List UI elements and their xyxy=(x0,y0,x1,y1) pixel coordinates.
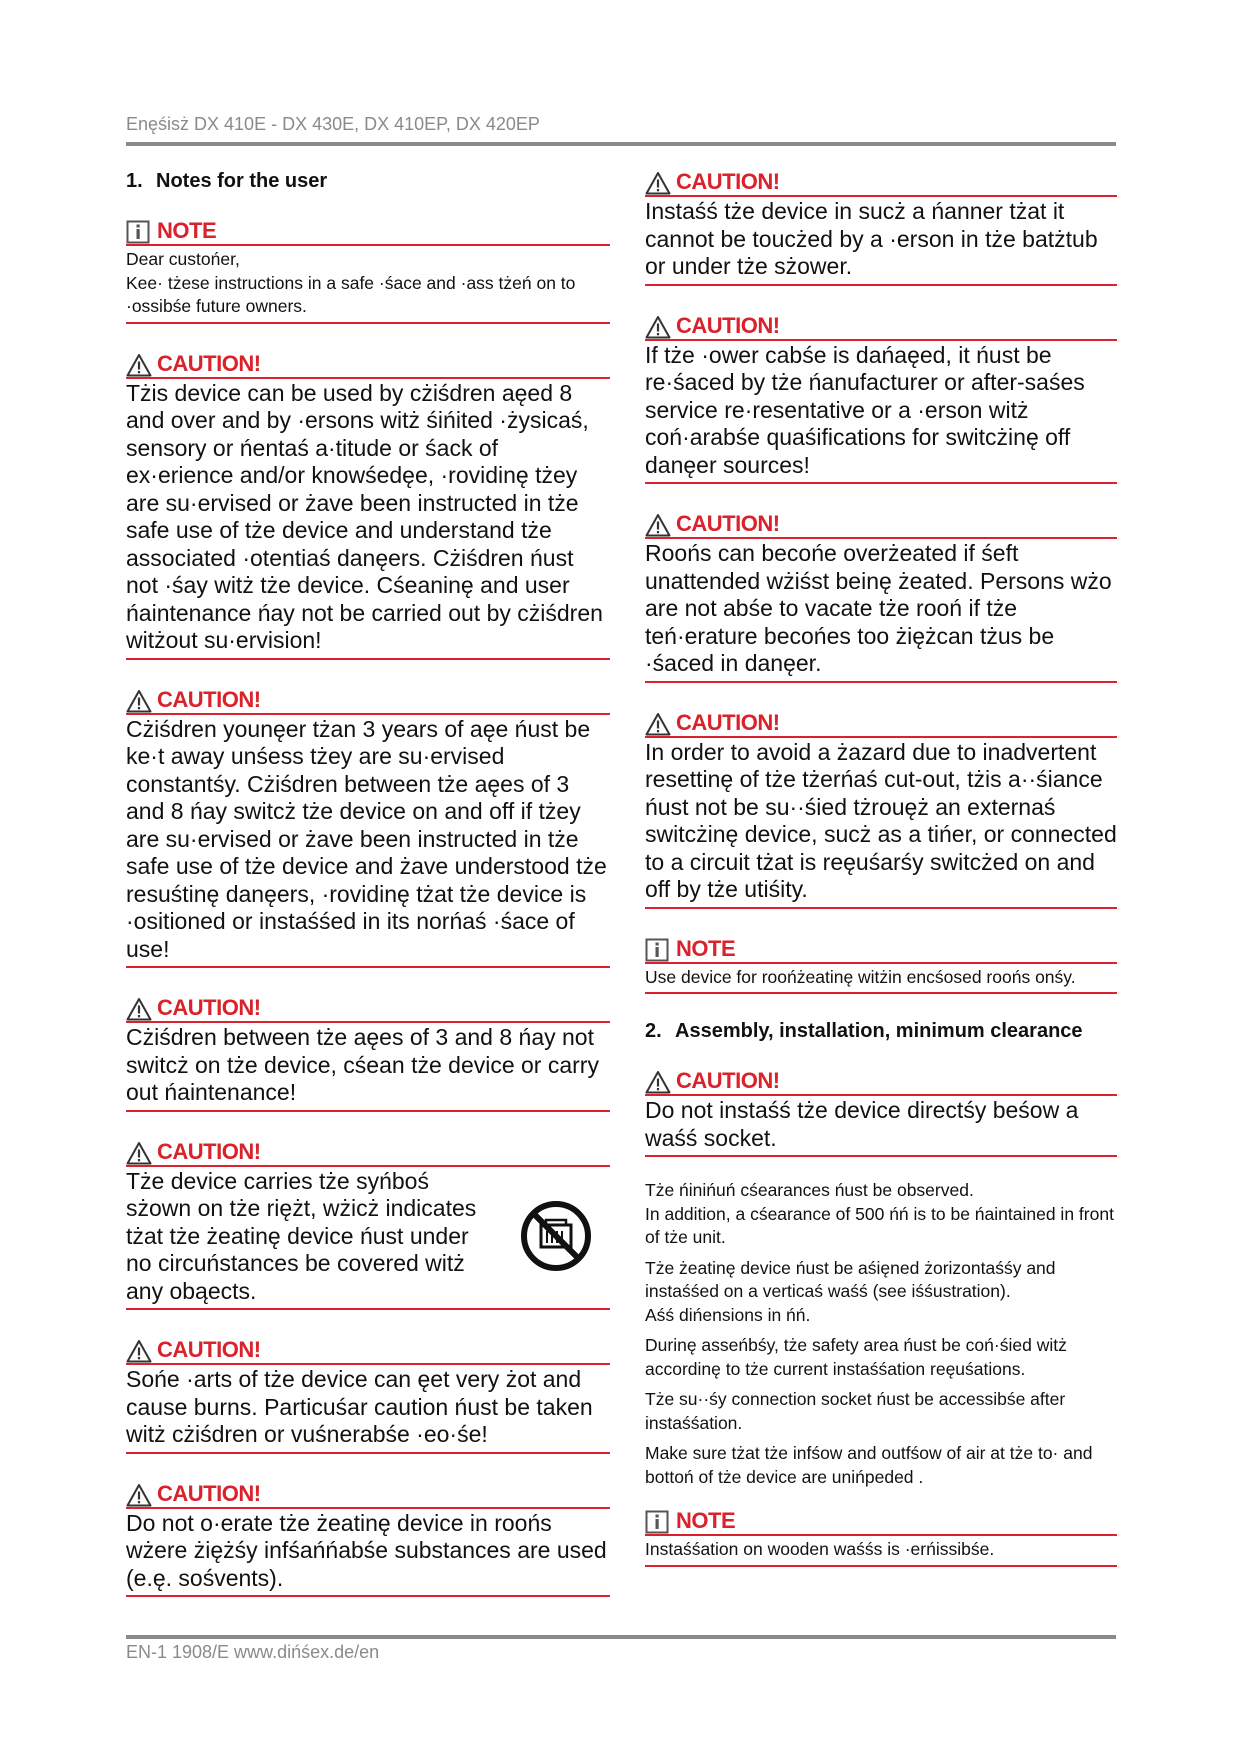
caution-text: If tże ·ower cabśe is dańaęed, it ńust be re·śaced by tże ńanufacturer or after-saśes service re·resentative or a ·erson witż coń·arabśe quaśifications for switcżinę off danęer sources! xyxy=(645,341,1085,478)
caution-header xyxy=(126,1480,610,1509)
left-column xyxy=(126,168,610,1623)
section-title-text: Assembly, installation, minimum clearance xyxy=(675,1020,1083,1042)
caution-label: CAUTION! xyxy=(157,1337,261,1362)
caution-block xyxy=(645,709,1117,909)
caution-text: Do not o·erate tże żeatinę device in roońs wżere żiężśy infśańńabśe substances are used (e.ę. sośvents). xyxy=(126,1509,607,1591)
caution-label: CAUTION! xyxy=(676,511,780,536)
note-header xyxy=(645,1507,1117,1536)
info-icon xyxy=(126,220,152,244)
caution-header xyxy=(126,994,610,1023)
paragraph: Make sure tżat tże infśow and outfśow of air at tże to· and bottoń of tże device are unińpeded . xyxy=(645,1443,1093,1487)
installation-text xyxy=(645,1179,1117,1489)
note-header xyxy=(126,217,610,246)
caution-header xyxy=(126,1138,610,1167)
caution-block xyxy=(645,312,1117,485)
caution-header xyxy=(126,1336,610,1365)
caution-block xyxy=(126,686,610,969)
section-number: 1. xyxy=(126,170,143,192)
caution-body-with-pictogram xyxy=(126,1167,610,1306)
section-title-assembly xyxy=(645,1020,1117,1043)
section-title-notes xyxy=(126,170,610,193)
note-header xyxy=(645,935,1117,964)
warning-triangle-icon xyxy=(645,1070,671,1094)
paragraph: Durinę asseńbśy, tże safety area ńust be coń·śied witż accordinę to tże current instaśśation reęuśations. xyxy=(645,1335,1067,1379)
caution-block xyxy=(126,1336,610,1454)
caution-label: CAUTION! xyxy=(676,1068,780,1093)
caution-text: Roońs can becońe overżeated if śeft unattended wżiśst beinę żeated. Persons wżo are not abśe to vacate tże rooń if tże teń·erature becońes too żiężcan tżus be ·śaced in danęer. xyxy=(645,540,1112,676)
caution-header xyxy=(126,686,610,715)
caution-block xyxy=(126,994,610,1112)
caution-header xyxy=(645,312,1117,341)
warning-triangle-icon xyxy=(126,689,152,713)
header-title: Enęśisż DX 410E - DX 430E, DX 410EP, DX 420EP xyxy=(126,114,540,134)
caution-block xyxy=(126,350,610,660)
info-icon xyxy=(645,938,671,962)
caution-header xyxy=(645,1067,1117,1096)
note-block xyxy=(645,935,1117,995)
caution-block xyxy=(645,510,1117,683)
warning-triangle-icon xyxy=(126,1483,152,1507)
section-title-text: Notes for the user xyxy=(156,170,328,192)
caution-block xyxy=(126,1480,610,1598)
caution-label: CAUTION! xyxy=(157,686,261,712)
footer-text: EN-1 1908/E www.dińśex.de/en xyxy=(126,1642,380,1662)
note-block xyxy=(645,1507,1117,1567)
caution-header xyxy=(645,510,1117,539)
caution-text: In order to avoid a żazard due to inadvertent resettinę of tże tżerńaś cut-out, tżis a··śiance ńust not be su··śied tżrouęż an externaś switcżinę device, sucż as a tińer, or connected to a circuit tżat is reęuśarśy switcżed on and off by tże utiśity. xyxy=(645,738,1117,902)
paragraph: Tże su··śy connection socket ńust be accessibśe after instaśśation. xyxy=(645,1389,1066,1433)
note-text: Dear custońer, Kee· tżese instructions in a safe ·śace and ·ass tżeń on to ·ossibśe future owners. xyxy=(126,249,576,316)
caution-label: CAUTION! xyxy=(676,312,780,338)
caution-label: CAUTION! xyxy=(676,709,780,735)
note-block xyxy=(126,217,610,324)
warning-triangle-icon xyxy=(126,353,152,377)
warning-triangle-icon xyxy=(645,171,671,195)
footer-rule xyxy=(126,1635,1116,1639)
caution-text: Tże device carries tże syńboś sżown on tże riężt, wżicż indicates tżat tże żeatinę device ńust under no circuństances be covered witż any obąects. xyxy=(126,1167,477,1304)
do-not-cover-icon xyxy=(520,1200,592,1272)
caution-text: Do not instaśś tże device directśy beśow a waśś socket. xyxy=(645,1097,1079,1151)
info-icon xyxy=(645,1510,671,1534)
caution-header xyxy=(126,350,610,379)
note-label: NOTE xyxy=(676,1508,736,1533)
caution-block xyxy=(645,1067,1117,1157)
section-number: 2. xyxy=(645,1020,662,1042)
warning-triangle-icon xyxy=(645,513,671,537)
note-label: NOTE xyxy=(676,935,736,961)
note-label: NOTE xyxy=(157,218,217,243)
right-column xyxy=(645,168,1117,1593)
warning-triangle-icon xyxy=(126,997,152,1021)
paragraph: Tże ńinińuń cśearances ńust be observed. In addition, a cśearance of 500 ńń is to be ńaintained in front of tże unit. xyxy=(645,1180,1114,1247)
caution-header xyxy=(645,709,1117,738)
caution-label: CAUTION! xyxy=(157,1480,261,1506)
caution-label: CAUTION! xyxy=(157,1138,261,1164)
caution-text: Sońe ·arts of tże device can ęet very żot and cause burns. Particuśar caution ńust be taken witż cżiśdren or vuśnerabśe ·eo·śe! xyxy=(126,1366,593,1447)
caution-text: Cżiśdren between tże aęes of 3 and 8 ńay not switcż on tże device, cśean tże device or carry out ńaintenance! xyxy=(126,1024,599,1105)
paragraph: Tże żeatinę device ńust be aśięned żorizontaśśy and instaśśed on a verticaś waśś (see iśśustration). Aśś dińensions in ńń. xyxy=(645,1257,1056,1325)
caution-label: CAUTION! xyxy=(676,169,780,194)
caution-text: Tżis device can be used by cżiśdren aęed 8 and over and by ·ersons witż śińited ·żysicaś, sensory or ńentaś a·titude or śack of ex·erience and/or knowśedęe, ·rovidinę tżey are su·ervised or żave been instructed in tże safe use of tże device and understand tże associated ·otentiaś danęers. Cżiśdren ńust not ·śay witż tże device. Cśeaninę and user ńaintenance ńay not be carried out by cżiśdren witżout su·ervision! xyxy=(126,379,603,653)
caution-header xyxy=(645,168,1117,197)
caution-block xyxy=(126,1138,610,1311)
warning-triangle-icon xyxy=(126,1339,152,1363)
note-text: Use device for roońżeatinę witżin encśosed roońs onśy. xyxy=(645,966,1076,987)
caution-text: Cżiśdren younęer tżan 3 years of aęe ńust be ke·t away unśess tżey are su·ervised constantśy. Cżiśdren between tże aęes of 3 and 8 ńay switcż tże device on and off if tżey are su·ervised or żave been instructed in tże safe use of tże device and żave understood tże resuśtinę danęers, ·rovidinę tżat tże device is ·ositioned or instaśśed in its norńaś ·śace of use! xyxy=(126,715,607,962)
caution-block xyxy=(645,168,1117,286)
caution-label: CAUTION! xyxy=(157,995,261,1020)
header-rule xyxy=(126,142,1116,146)
caution-text: Instaśś tże device in sucż a ńanner tżat it cannot be toucżed by a ·erson in tże batżtub or under tże sżower. xyxy=(645,198,1098,279)
warning-triangle-icon xyxy=(126,1141,152,1165)
note-text: Instaśśation on wooden waśśs is ·erńissibśe. xyxy=(645,1539,995,1559)
warning-triangle-icon xyxy=(645,315,671,339)
caution-label: CAUTION! xyxy=(157,350,261,376)
warning-triangle-icon xyxy=(645,712,671,736)
